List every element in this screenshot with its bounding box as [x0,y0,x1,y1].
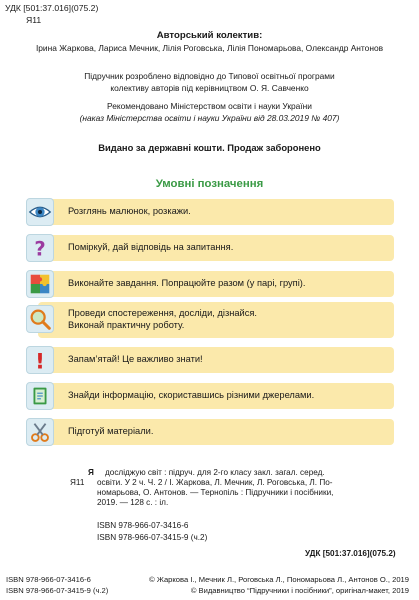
legend-item-prepare [26,419,394,445]
state-funded-notice: Видано за державні кошти. Продаж заборонено [98,142,321,153]
biblio-isbn-2: ISBN 978-966-07-3415-9 (ч.2) [97,533,208,542]
legend-item-line-2: Виконай практичну роботу. [68,319,185,330]
recommendation-line-2: (наказ Міністерства освіти і науки України від 28.03.2019 № 407) [79,113,340,123]
puzzle-icon [26,270,54,298]
legend-item-label: Розглянь малюнок, розкажи. [68,206,191,216]
legend-item-label [68,308,257,331]
legend-item-label: Поміркуй, дай відповідь на запитання. [68,242,234,252]
biblio-line-1: досліджую світ : підруч. для 2-го класу закл. загал. серед. [105,468,325,477]
authors-title: Авторський колектив: [156,30,263,41]
udk-code-bottom: УДК [501:37.016](075.2) [305,549,396,558]
biblio-author-mark: Я11 [70,478,85,487]
author-mark-top: Я11 [26,15,42,25]
legend-item-experiment [26,302,394,338]
exclamation-icon [26,346,54,374]
footer-copyright-authors: © Жаркова І., Мечник Л., Роговська Л., Пономарьова Л., Антонов О., 2019 [149,575,409,584]
legend-item-think [26,235,394,261]
svg-text:!: ! [35,349,45,373]
eye-icon [26,198,54,226]
legend-title: Умовні позначення [155,178,264,190]
recommendation-note [0,100,419,124]
book-icon [26,382,54,410]
magnifier-icon [26,305,54,333]
svg-text:?: ? [34,237,46,261]
legend-item-teamwork [26,271,394,297]
biblio-text [97,468,397,508]
footer-isbn-1: ISBN 978-966-07-3416-6 [6,575,91,584]
question-mark-icon [26,234,54,262]
legend-item-find-info [26,383,394,409]
legend-item-label: Підготуй матеріали. [68,426,154,436]
footer-copyright-publisher: © Видавництво “Підручники і посібники”, оригінал-макет, 2019 [190,586,409,595]
biblio-line-3: номарьова, О. Антонов. — Тернопіль : Підручники і посібники, [97,488,334,497]
legend-item-look [26,199,394,225]
legend-item-label: Знайди інформацію, скориставшись різними джерелами. [68,390,315,400]
biblio-line-2: освіти. У 2 ч. Ч. 2 / І. Жаркова, Л. Мечник, Л. Роговська, Л. По- [97,478,333,487]
biblio-line-4: 2019. — 128 с. : іл. [97,498,169,507]
legend-item-remember [26,347,394,373]
legend-item-label: Запам’ятай! Це важливо знати! [68,354,203,364]
footer-isbn-2: ISBN 978-966-07-3415-9 (ч.2) [6,586,109,595]
legend-item-line-1: Проведи спостереження, досліди, дізнайся. [68,308,257,318]
authors-list: Ірина Жаркова, Лариса Мечник, Лілія Роговська, Лілія Пономарьова, Олександр Антонов [35,43,384,53]
udk-code-top: УДК [501:37.016](075.2) [5,3,99,13]
legend-item-label: Виконайте завдання. Попрацюйте разом (у парі, групі). [68,278,306,288]
biblio-isbn-1: ISBN 978-966-07-3416-6 [97,521,189,530]
development-note [0,70,419,94]
biblio-title-mark: Я [88,468,94,477]
development-line-1: Підручник розроблено відповідно до Типової освітньої програми [84,71,335,81]
development-line-2: колективу авторів під керівництвом О. Я. Савченко [110,83,309,93]
recommendation-line-1: Рекомендовано Міністерством освіти і науки України [107,101,312,111]
scissors-icon [26,418,54,446]
